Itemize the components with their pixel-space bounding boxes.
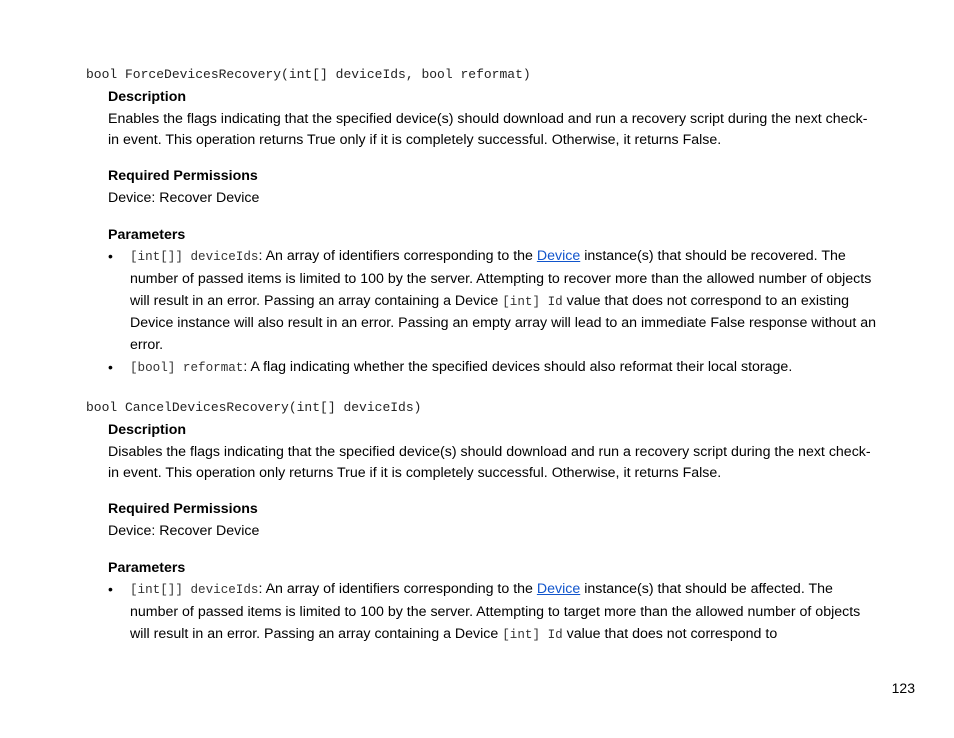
description-heading: Description: [108, 422, 187, 438]
param-text: value that does not correspond to: [562, 625, 778, 642]
page-number: 123: [891, 680, 915, 696]
param-text: instance(s) that should be affected. The number of passed items is limited to 100 by the server. Attempting to target more than the allowed number of objects will result in an error. Passing an array containing a Device: [130, 581, 861, 642]
param-code: [int[]] deviceIds: [130, 583, 259, 598]
description-text: Enables the flags indicating that the specified device(s) should download and run a recovery script during the next check-in event. This operation returns True only if it is completely successful. Otherwise, it returns False.: [108, 110, 868, 149]
parameters-heading: Parameters: [108, 559, 186, 576]
permissions-heading: Required Permissions: [108, 501, 258, 518]
param-text: : An array of identifiers corresponding to the: [258, 248, 537, 265]
param-text: value that does not correspond to an existing Device instance will also result in an error. Passing an empty array will lead to an immediate False response without an error.: [130, 292, 876, 354]
parameter-reformat: [108, 357, 878, 380]
permissions-heading: Required Permissions: [108, 168, 258, 185]
section-cancel-recovery: [108, 420, 878, 646]
permissions-text: Device: Recover Device: [108, 522, 260, 539]
description-text: Disables the flags indicating that the specified device(s) should download and run a recovery script during the next check-in event. This operation only returns True if it is completely successful. Otherwise, it returns False.: [108, 443, 871, 482]
method-signature-force-recovery: bool ForceDevicesRecovery(int[] deviceIds, bool reformat): [86, 67, 531, 82]
param-code: [bool] reformat: [130, 360, 244, 375]
parameters-list: [108, 579, 878, 646]
permissions-text: Device: Recover Device: [108, 189, 260, 206]
param-code: [int[]] deviceIds: [130, 250, 259, 265]
param-text: : An array of identifiers corresponding to the: [258, 581, 537, 598]
param-text: : A flag indicating whether the specified devices should also reformat their local storage.: [243, 358, 793, 375]
method-signature-cancel-recovery: bool CancelDevicesRecovery(int[] deviceIds): [86, 400, 422, 415]
parameters-list: [108, 246, 878, 379]
param-code-inline: [int] Id: [502, 294, 563, 309]
parameters-heading: Parameters: [108, 226, 186, 243]
device-link[interactable]: Device: [536, 581, 581, 598]
description-heading: Description: [108, 89, 187, 105]
parameter-device-ids: [108, 579, 878, 646]
device-link[interactable]: Device: [536, 248, 581, 265]
param-code-inline: [int] Id: [502, 627, 563, 642]
section-force-recovery: [108, 87, 878, 379]
param-text: instance(s) that should be recovered. The number of passed items is limited to 100 by the server. Attempting to recover more than the allowed number of objects will result in an error. Passing an array containing a Device: [130, 248, 872, 309]
parameter-device-ids: [108, 246, 878, 357]
